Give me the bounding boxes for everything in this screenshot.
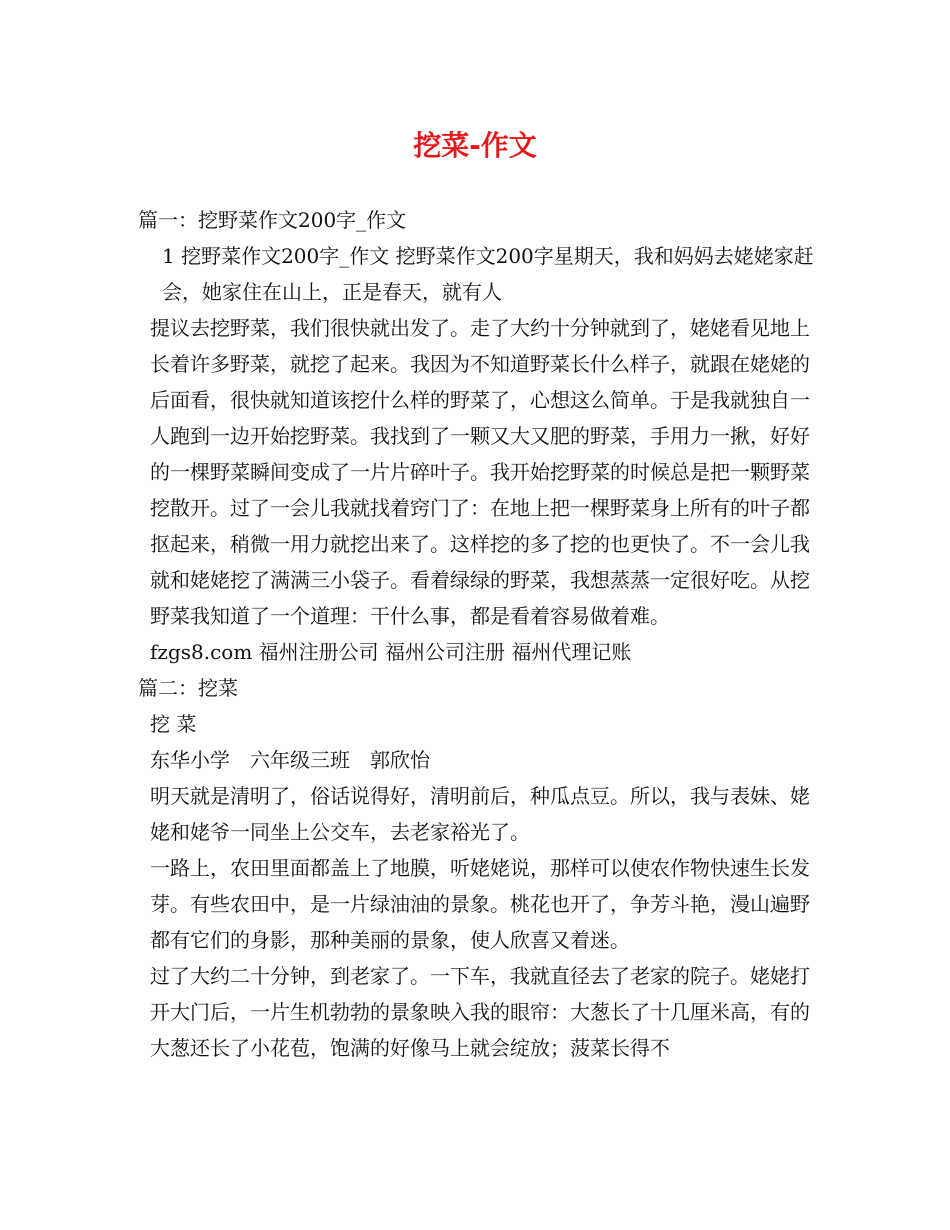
ad-line: fzgs8.com 福州注册公司 福州公司注册 福州代理记账 [150, 640, 632, 664]
section-heading-1: 篇一：挖野菜作文200字_作文 [138, 208, 407, 232]
section-heading-2: 篇二：挖菜 [138, 676, 238, 700]
essay-title: 挖 菜 [150, 712, 197, 736]
paragraph: 过了大约二十分钟，到老家了。一下车，我就直径去了老家的院子。姥姥打开大门后，一片生机勃勃的景象映入我的眼帘：大葱长了十几厘米高，有的大葱还长了小花苞，饱满的好像马上就会绽放；菠菜长得不 [150, 964, 810, 1060]
paragraph: 提议去挖野菜，我们很快就出发了。走了大约十分钟就到了，姥姥看见地上长着许多野菜，就挖了起来。我因为不知道野菜长什么样子，就跟在姥姥的后面看，很快就知道该挖什么样的野菜了，心想这么简单。于是我就独自一人跑到一边开始挖野菜。我找到了一颗又大又肥的野菜，手用力一揪，好好的一棵野菜瞬间变成了一片片碎叶子。我开始挖野菜的时候总是把一颗野菜挖散开。过了一会儿我就找着窍门了：在地上把一棵野菜身上所有的叶子都抠起来，稍微一用力就挖出来了。这样挖的多了挖的也更快了。不一会儿我就和姥姥挖了满满三小袋子。看着绿绿的野菜，我想蒸蒸一定很好吃。从挖野菜我知道了一个道理：干什么事，都是看着容易做着难。 [150, 316, 810, 628]
author-line: 东华小学 六年级三班 郭欣怡 [150, 748, 430, 772]
paragraph: 1 挖野菜作文200字_作文 挖野菜作文200字星期天，我和妈妈去姥姥家赶会，她家住在山上，正是春天，就有人 [162, 244, 814, 304]
paragraph: 明天就是清明了，俗话说得好，清明前后，种瓜点豆。所以，我与表妹、姥姥和姥爷一同坐上公交车，去老家裕光了。 [150, 784, 810, 844]
document-body [138, 202, 828, 1066]
paragraph: 一路上，农田里面都盖上了地膜，听姥姥说，那样可以使农作物快速生长发芽。有些农田中，是一片绿油油的景象。桃花也开了，争芳斗艳，漫山遍野都有它们的身影，那种美丽的景象，使人欣喜又着迷。 [150, 856, 810, 952]
document-title: 挖菜-作文 [413, 129, 537, 162]
